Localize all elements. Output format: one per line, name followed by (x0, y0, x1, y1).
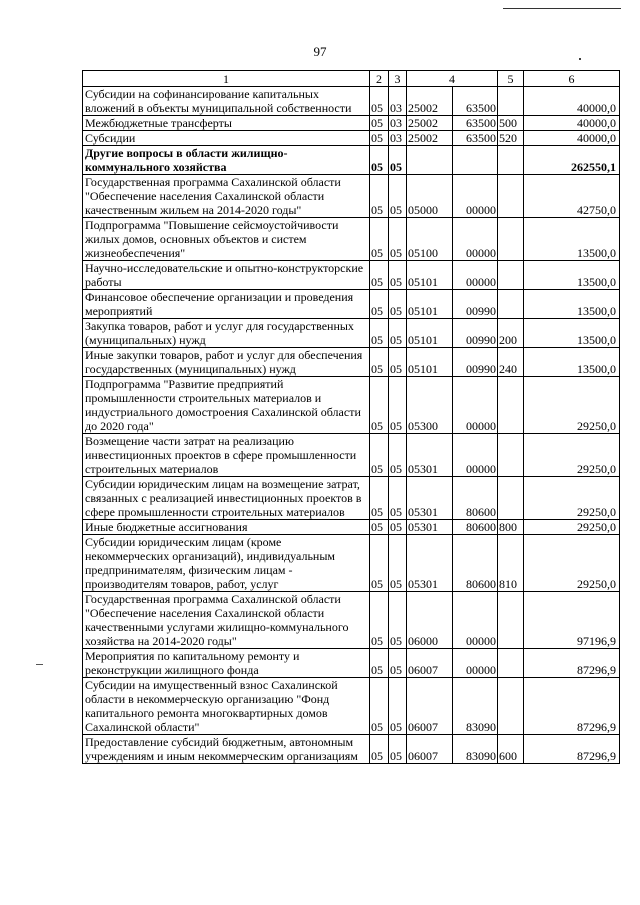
table-row (83, 348, 620, 377)
col-header-target-item: 4 (407, 71, 498, 87)
row-target-item-program: 05101 (407, 261, 453, 290)
row-amount: 29250,0 (524, 535, 620, 592)
table-row (83, 146, 620, 175)
row-expense-type: 240 (498, 348, 524, 377)
row-target-item-direction: 80600 (453, 477, 498, 520)
row-section: 05 (370, 175, 389, 218)
row-section: 05 (370, 520, 389, 535)
row-subsection: 05 (389, 348, 407, 377)
table-row (83, 261, 620, 290)
row-expense-type (498, 218, 524, 261)
row-target-item-program: 05000 (407, 175, 453, 218)
row-name: Иные бюджетные ассигнования (83, 520, 370, 535)
table-row (83, 131, 620, 146)
row-section: 05 (370, 131, 389, 146)
row-target-item-direction: 00000 (453, 377, 498, 434)
row-expense-type: 810 (498, 535, 524, 592)
col-header-name: 1 (83, 71, 370, 87)
row-amount: 40000,0 (524, 87, 620, 116)
row-section: 05 (370, 678, 389, 735)
row-target-item-program: 25002 (407, 131, 453, 146)
row-section: 05 (370, 146, 389, 175)
row-amount: 13500,0 (524, 261, 620, 290)
row-expense-type (498, 377, 524, 434)
row-target-item-program: 06000 (407, 592, 453, 649)
row-subsection: 05 (389, 649, 407, 678)
row-subsection: 05 (389, 535, 407, 592)
row-subsection: 05 (389, 678, 407, 735)
row-target-item-direction: 63500 (453, 87, 498, 116)
row-expense-type (498, 175, 524, 218)
row-target-item-direction (453, 146, 498, 175)
row-expense-type: 600 (498, 735, 524, 764)
row-target-item-program: 06007 (407, 735, 453, 764)
row-section: 05 (370, 592, 389, 649)
row-target-item-direction: 00990 (453, 290, 498, 319)
row-name: Субсидии на софинансирование капитальных вложений в объекты муниципальной собственности (83, 87, 370, 116)
row-amount: 13500,0 (524, 348, 620, 377)
row-expense-type (498, 261, 524, 290)
table-row (83, 175, 620, 218)
table-row (83, 319, 620, 348)
row-name: Субсидии юридическим лицам (кроме некоммерческих организаций), индивидуальным предпринимателям, физическим лицам - производителям товаров, работ, услуг (83, 535, 370, 592)
row-subsection: 05 (389, 477, 407, 520)
row-target-item-direction: 80600 (453, 520, 498, 535)
row-expense-type: 200 (498, 319, 524, 348)
row-section: 05 (370, 377, 389, 434)
header-rule (503, 8, 621, 9)
row-amount: 42750,0 (524, 175, 620, 218)
row-amount: 29250,0 (524, 477, 620, 520)
row-name: Мероприятия по капитальному ремонту и реконструкции жилищного фонда (83, 649, 370, 678)
row-subsection: 05 (389, 377, 407, 434)
table-row (83, 592, 620, 649)
row-expense-type (498, 678, 524, 735)
row-expense-type (498, 477, 524, 520)
row-expense-type: 800 (498, 520, 524, 535)
row-amount: 13500,0 (524, 290, 620, 319)
row-name: Иные закупки товаров, работ и услуг для обеспечения государственных (муниципальных) нужд (83, 348, 370, 377)
row-target-item-program: 06007 (407, 678, 453, 735)
row-target-item-direction: 63500 (453, 116, 498, 131)
row-expense-type: 500 (498, 116, 524, 131)
row-target-item-program: 05300 (407, 377, 453, 434)
row-name: Другие вопросы в области жилищно-коммунального хозяйства (83, 146, 370, 175)
table-row (83, 377, 620, 434)
row-name: Возмещение части затрат на реализацию инвестиционных проектов в сфере промышленности строительных материалов (83, 434, 370, 477)
row-section: 05 (370, 535, 389, 592)
row-expense-type (498, 290, 524, 319)
row-target-item-direction: 00990 (453, 319, 498, 348)
row-amount: 29250,0 (524, 520, 620, 535)
row-section: 05 (370, 348, 389, 377)
row-subsection: 05 (389, 261, 407, 290)
row-name: Закупка товаров, работ и услуг для государственных (муниципальных) нужд (83, 319, 370, 348)
row-expense-type (498, 146, 524, 175)
row-name: Государственная программа Сахалинской области "Обеспечение населения Сахалинской области качественным жильем на 2014-2020 годы" (83, 175, 370, 218)
table-row (83, 649, 620, 678)
row-section: 05 (370, 87, 389, 116)
row-subsection: 05 (389, 218, 407, 261)
row-subsection: 05 (389, 434, 407, 477)
row-target-item-program: 06007 (407, 649, 453, 678)
row-name: Субсидии (83, 131, 370, 146)
row-amount: 262550,1 (524, 146, 620, 175)
table-row (83, 290, 620, 319)
row-name: Финансовое обеспечение организации и проведения мероприятий (83, 290, 370, 319)
table-row (83, 520, 620, 535)
row-subsection: 05 (389, 290, 407, 319)
col-header-expense-type: 5 (498, 71, 524, 87)
row-name: Субсидии на имущественный взнос Сахалинской области в некоммерческую организацию "Фонд капитального ремонта многоквартирных домов Сахалинской области" (83, 678, 370, 735)
row-amount: 87296,9 (524, 678, 620, 735)
header-row (83, 71, 620, 87)
row-target-item-program: 25002 (407, 87, 453, 116)
row-target-item-program: 05301 (407, 520, 453, 535)
row-subsection: 03 (389, 87, 407, 116)
row-target-item-program: 05101 (407, 348, 453, 377)
row-target-item-program: 05301 (407, 477, 453, 520)
col-header-section: 2 (370, 71, 389, 87)
row-section: 05 (370, 218, 389, 261)
row-name: Подпрограмма "Повышение сейсмоустойчивости жилых домов, основных объектов и систем жизнеобеспечения" (83, 218, 370, 261)
row-name: Научно-исследовательские и опытно-конструкторские работы (83, 261, 370, 290)
row-target-item-program: 05100 (407, 218, 453, 261)
row-section: 05 (370, 261, 389, 290)
row-section: 05 (370, 290, 389, 319)
row-target-item-direction: 63500 (453, 131, 498, 146)
row-target-item-direction: 00000 (453, 434, 498, 477)
row-subsection: 05 (389, 592, 407, 649)
table-row (83, 434, 620, 477)
scan-speck (579, 58, 581, 60)
budget-table (82, 70, 620, 764)
table-row (83, 218, 620, 261)
margin-mark (36, 664, 43, 665)
table-row (83, 535, 620, 592)
row-amount: 40000,0 (524, 131, 620, 146)
row-expense-type: 520 (498, 131, 524, 146)
row-expense-type (498, 87, 524, 116)
row-target-item-direction: 00000 (453, 592, 498, 649)
col-header-amount: 6 (524, 71, 620, 87)
row-target-item-direction: 00990 (453, 348, 498, 377)
row-amount: 13500,0 (524, 218, 620, 261)
row-section: 05 (370, 434, 389, 477)
row-name: Подпрограмма "Развитие предприятий промышленности строительных материалов и индустриального домостроения Сахалинской области до 2020 года" (83, 377, 370, 434)
row-target-item-direction: 00000 (453, 649, 498, 678)
row-target-item-program (407, 146, 453, 175)
row-name: Субсидии юридическим лицам на возмещение затрат, связанных с реализацией инвестиционных проектов в сфере промышленности строительных материалов (83, 477, 370, 520)
row-section: 05 (370, 735, 389, 764)
row-section: 05 (370, 319, 389, 348)
row-target-item-direction: 00000 (453, 261, 498, 290)
row-section: 05 (370, 116, 389, 131)
row-subsection: 03 (389, 131, 407, 146)
row-expense-type (498, 434, 524, 477)
row-amount: 40000,0 (524, 116, 620, 131)
row-amount: 13500,0 (524, 319, 620, 348)
col-header-subsection: 3 (389, 71, 407, 87)
row-subsection: 05 (389, 735, 407, 764)
row-subsection: 05 (389, 175, 407, 218)
table-row (83, 116, 620, 131)
row-target-item-program: 05301 (407, 535, 453, 592)
row-target-item-program: 05101 (407, 290, 453, 319)
row-expense-type (498, 649, 524, 678)
row-section: 05 (370, 649, 389, 678)
table-row (83, 87, 620, 116)
row-subsection: 03 (389, 116, 407, 131)
row-subsection: 05 (389, 146, 407, 175)
table-row (83, 735, 620, 764)
row-expense-type (498, 592, 524, 649)
row-target-item-program: 05301 (407, 434, 453, 477)
row-amount: 97196,9 (524, 592, 620, 649)
page-number: 97 (313, 44, 327, 59)
row-subsection: 05 (389, 319, 407, 348)
row-target-item-direction: 80600 (453, 535, 498, 592)
row-target-item-direction: 00000 (453, 218, 498, 261)
row-name: Государственная программа Сахалинской области "Обеспечение населения Сахалинской области качественными услугами жилищно-коммунального хозяйства на 2014-2020 годы" (83, 592, 370, 649)
row-target-item-direction: 83090 (453, 735, 498, 764)
row-amount: 29250,0 (524, 377, 620, 434)
row-target-item-program: 25002 (407, 116, 453, 131)
row-subsection: 05 (389, 520, 407, 535)
row-name: Предоставление субсидий бюджетным, автономным учреждениям и иным некоммерческим организациям (83, 735, 370, 764)
row-target-item-direction: 00000 (453, 175, 498, 218)
row-target-item-program: 05101 (407, 319, 453, 348)
row-section: 05 (370, 477, 389, 520)
row-amount: 87296,9 (524, 649, 620, 678)
table-row (83, 477, 620, 520)
row-name: Межбюджетные трансферты (83, 116, 370, 131)
row-target-item-direction: 83090 (453, 678, 498, 735)
row-amount: 29250,0 (524, 434, 620, 477)
row-amount: 87296,9 (524, 735, 620, 764)
table-row (83, 678, 620, 735)
